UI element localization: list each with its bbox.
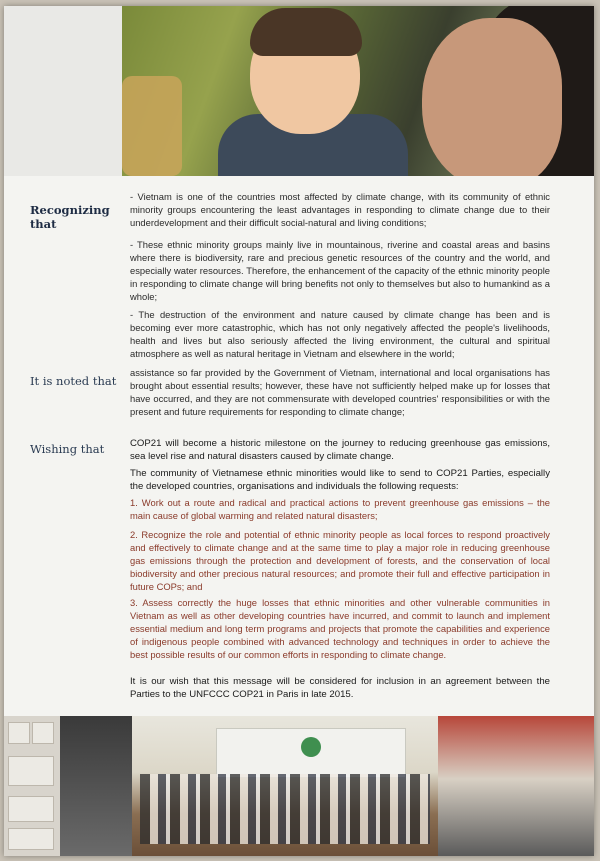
photo-group-meeting [132, 716, 438, 856]
basket-shape [122, 76, 182, 176]
collage-thumb [8, 828, 54, 850]
bottom-photo-strip [4, 716, 594, 856]
top-left-blank-panel [4, 6, 122, 176]
child-hair-shape [250, 8, 362, 56]
label-wishing: Wishing that [30, 442, 105, 456]
closing-para: It is our wish that this message will be considered for inclusion in an agreement between the Parties to the UNFCCC COP21 in Paris in late 2015. [130, 676, 550, 701]
wishing-para-intro: COP21 will become a historic milestone on the journey to reducing greenhouse gas emissions, sea level rise and natural disasters caused by climate change. [130, 438, 550, 463]
recognizing-para-1: - Vietnam is one of the countries most affected by climate change, with its community of ethnic minority groups encountering the least advantages in responding to climate change due to their underdevelopment and their difficult social-natural and living conditions; [130, 191, 550, 229]
collage-thumb [8, 756, 54, 786]
label-noted: It is noted that [30, 374, 117, 388]
collage-thumb [8, 722, 30, 744]
collage-thumb [32, 722, 54, 744]
document-page [4, 6, 594, 856]
meeting-banner [216, 728, 406, 778]
photo-documents-collage [4, 716, 60, 856]
recognizing-para-2: - These ethnic minority groups mainly live in mountainous, riverine and coastal areas and basins where there is biodiversity, rare and precious genetic resources of the country and the world, and especially water resources. Therefore, the enhancement of the capacity of the ethnic minority people in responding to climate change will bring benefits not only to themselves but also to humankind as a whole; [130, 239, 550, 303]
hero-photo-child-and-woman [122, 6, 594, 176]
noted-para: assistance so far provided by the Government of Vietnam, international and local organisations has brought about essential results; however, these have not sufficiently helped make up for losses that have occurred, and they are not commensurate with developed countries' responsibilities or with the present and future requirements for responding to climate change; [130, 367, 550, 418]
photo-meeting-room-and-portraits [438, 716, 594, 856]
request-item-3: 3. Assess correctly the huge losses that ethnic minorities and other vulnerable communities in Vietnam as well as other developing countries have incurred, and commit to launch and implement essential medium and long term programs and projects that promote the capabilities and experience of indigenous people combined with advanced technology and techniques in order to achieve the best possible results of our common efforts in responding to climate change. [130, 597, 550, 661]
woman-face-shape [422, 18, 562, 176]
banner-logo-icon [301, 737, 321, 757]
recognizing-para-3: - The destruction of the environment and nature caused by climate change has been and is becoming ever more catastrophic, which has not only negatively affected the people's livelihoods, health and lives but also seriously affected the living environment, the cultural and spiritual atmosphere as well as natural heritage in Vietnam and elsewhere in the world; [130, 309, 550, 360]
wishing-para-request: The community of Vietnamese ethnic minorities would like to send to COP21 Parties, especially the developed countries, organisations and individuals the following requests: [130, 468, 550, 493]
photo-woman-portrait-bw [60, 716, 132, 856]
collage-thumb [8, 796, 54, 822]
label-recognizing: Recognizing that [30, 203, 110, 231]
group-of-people [140, 774, 430, 844]
request-item-2: 2. Recognize the role and potential of ethnic minority people as local forces to respond proactively and effectively to climate change and at the same time to play a major role in reducing greenhouse gas emissions through the protection and development of forests, and the conservation of local biodiversity and other precious natural resources; and promote their full and effective participation in future COPs; and [130, 529, 550, 593]
request-item-1: 1. Work out a route and radical and practical actions to prevent greenhouse gas emissions – the main cause of global warming and related natural disasters; [130, 497, 550, 522]
